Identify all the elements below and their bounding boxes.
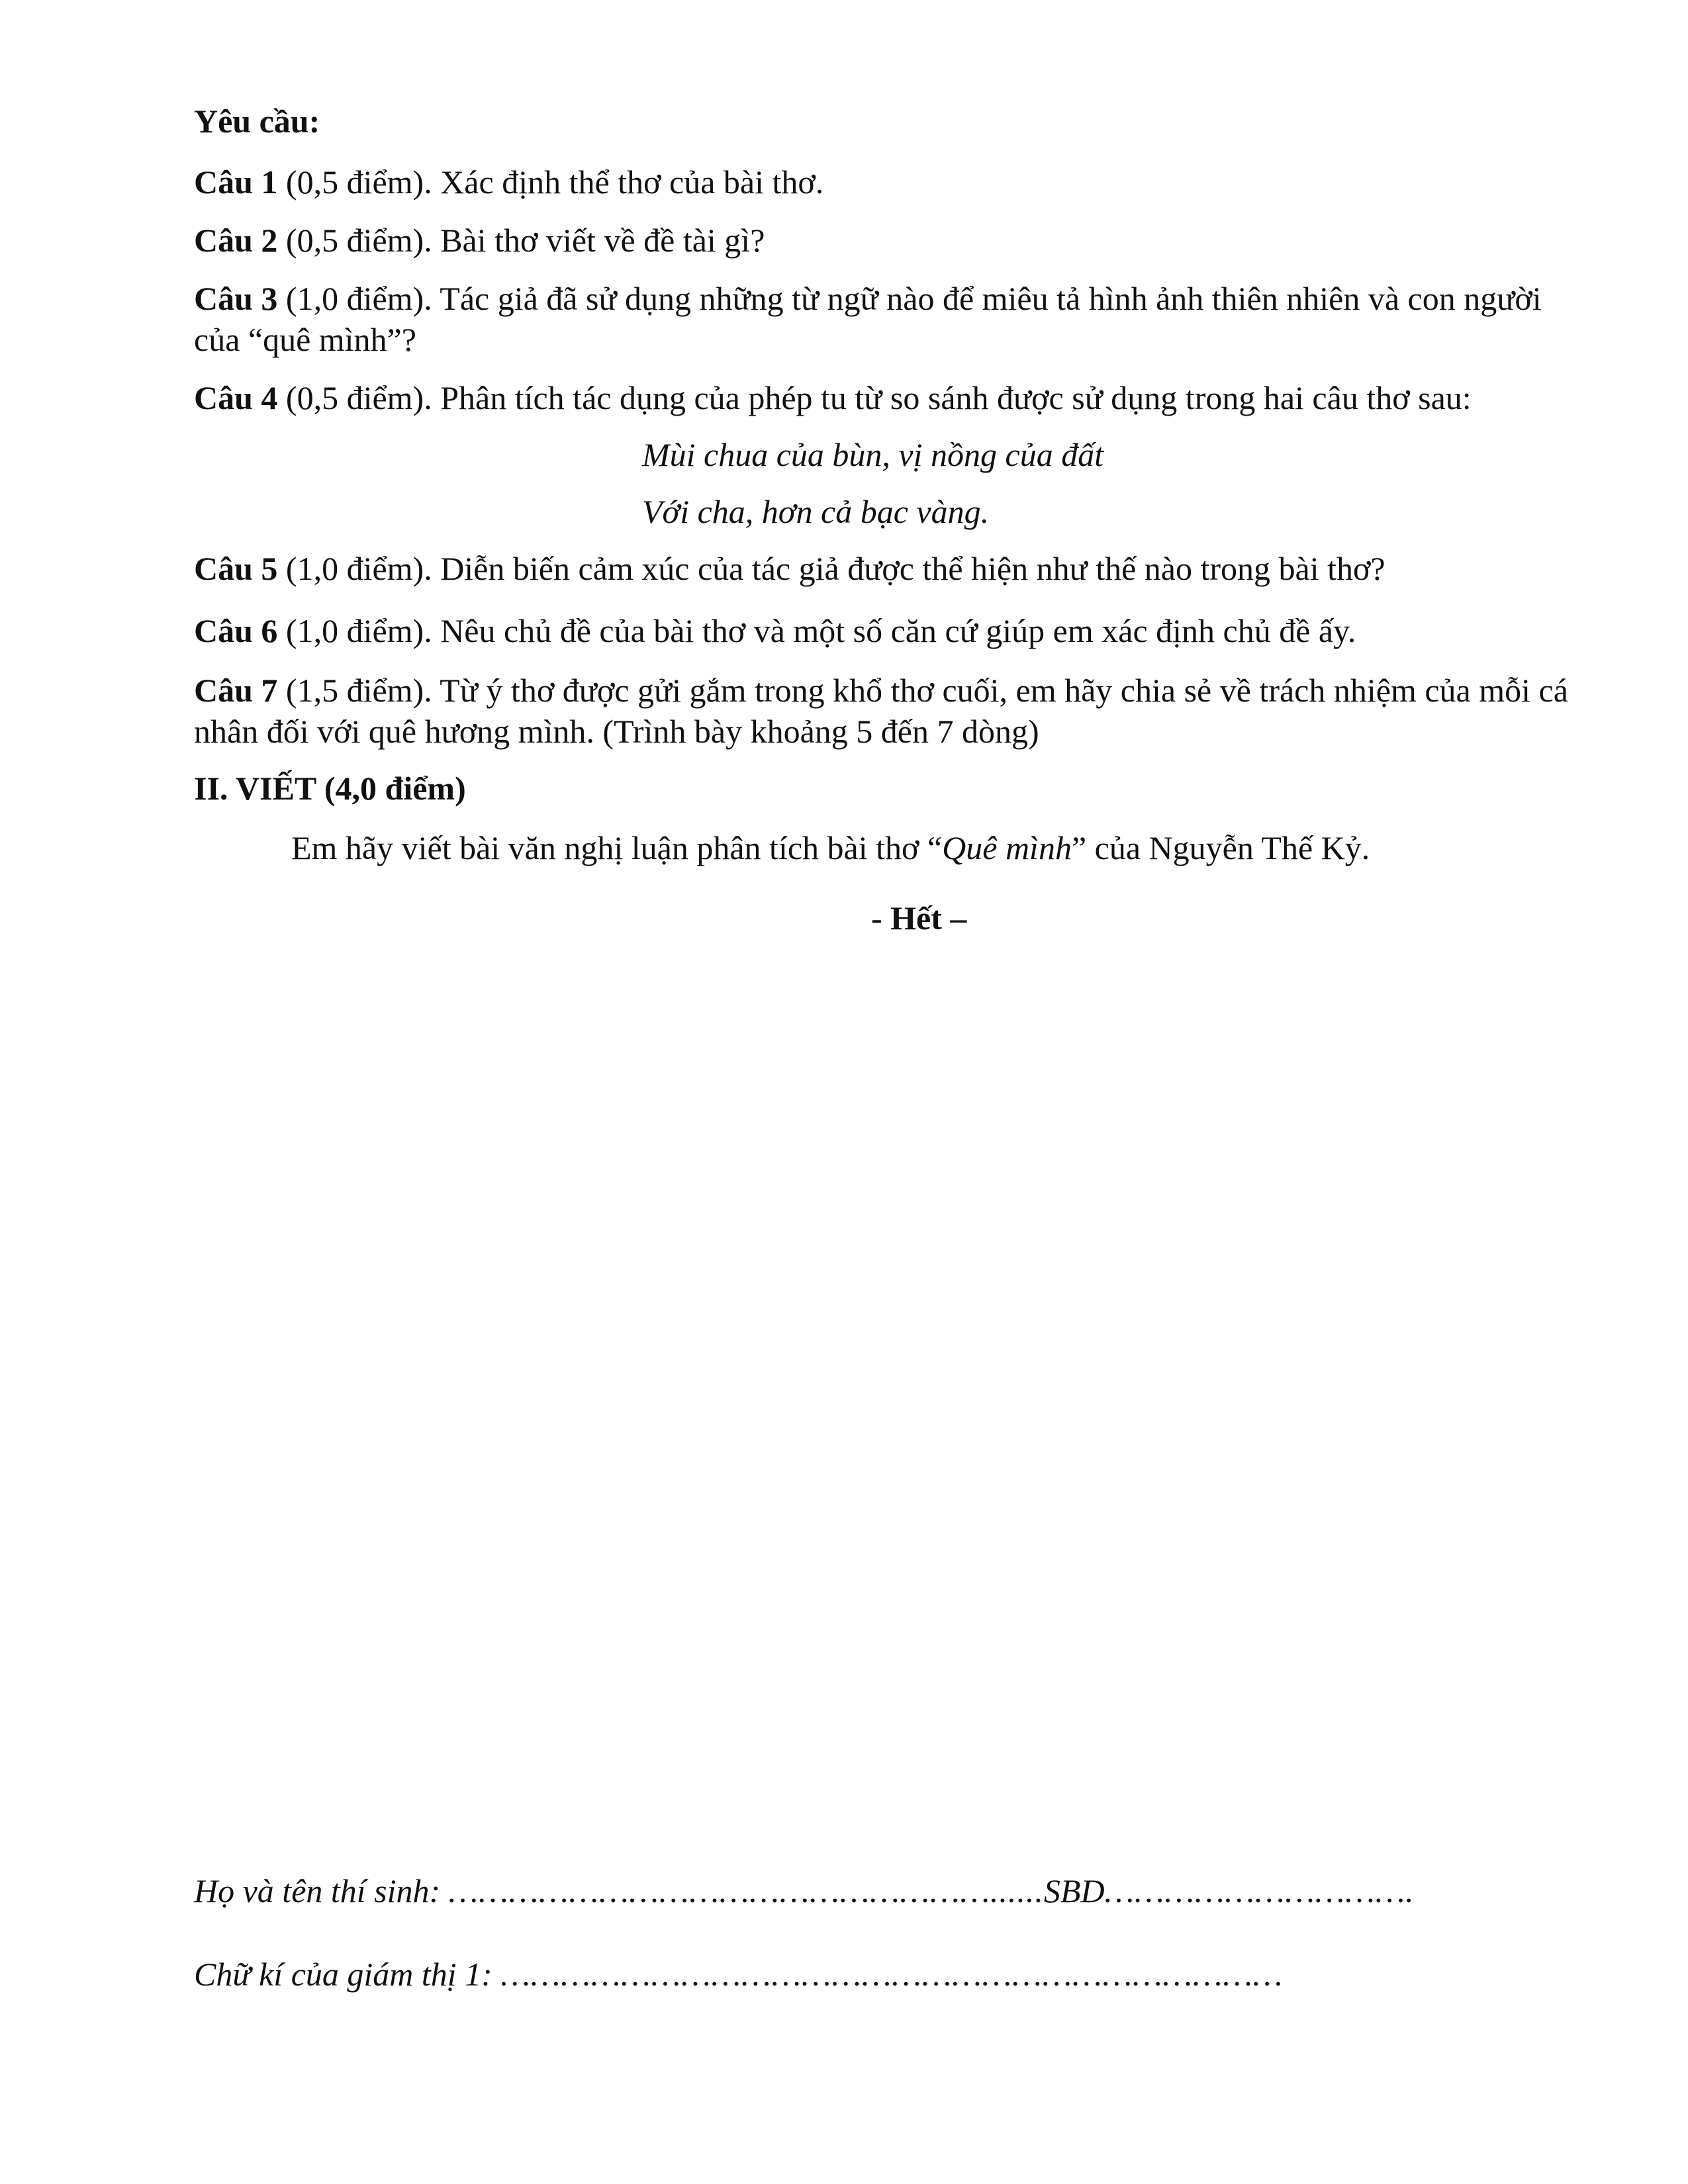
poem-line-1: Mùi chua của bùn, vị nồng của đất bbox=[642, 436, 1104, 473]
supervisor-signature-label: Chữ kí của giám thị 1: bbox=[194, 1956, 501, 1993]
end-mark: - Hết – bbox=[871, 899, 967, 936]
question-label: Câu 6 bbox=[194, 612, 278, 649]
requirements-heading: Yêu cầu: bbox=[194, 103, 320, 140]
writing-heading: II. VIẾT (4,0 điểm) bbox=[194, 770, 466, 807]
question-2 bbox=[194, 220, 1571, 261]
question-label: Câu 3 bbox=[194, 280, 278, 317]
question-label: Câu 2 bbox=[194, 222, 278, 259]
question-5 bbox=[194, 548, 1571, 589]
poem-line-2: Với cha, hơn cả bạc vàng. bbox=[642, 493, 990, 530]
writing-prompt-before: Em hãy viết bài văn nghị luận phân tích bài thơ “ bbox=[291, 829, 943, 866]
sbd-dots: …………………………. bbox=[1104, 1872, 1415, 1909]
question-text: (0,5 điểm). Phân tích tác dụng của phép tu từ so sánh được sử dụng trong hai câu thơ sau: bbox=[277, 379, 1472, 416]
question-text: (1,0 điểm). Nêu chủ đề của bài thơ và một số căn cứ giúp em xác định chủ đề ấy. bbox=[277, 612, 1356, 649]
writing-prompt bbox=[291, 827, 1370, 868]
candidate-name-label: Họ và tên thí sinh: bbox=[194, 1872, 449, 1909]
question-3 bbox=[194, 278, 1571, 360]
supervisor-signature-dots: …………………………………………………………………… bbox=[500, 1956, 1284, 1993]
question-1 bbox=[194, 161, 1571, 203]
candidate-info-line bbox=[194, 1870, 1415, 1911]
question-7 bbox=[194, 670, 1571, 752]
question-text: (1,0 điểm). Tác giả đã sử dụng những từ ngữ nào để miêu tả hình ảnh thiên nhiên và con người của “quê mình”? bbox=[194, 280, 1542, 358]
sbd-label: SBD bbox=[1043, 1872, 1105, 1909]
question-6 bbox=[194, 610, 1571, 651]
supervisor-signature-line bbox=[194, 1954, 1283, 1995]
question-4 bbox=[194, 377, 1571, 418]
question-label: Câu 1 bbox=[194, 163, 278, 201]
question-text: (0,5 điểm). Xác định thể thơ của bài thơ. bbox=[277, 163, 824, 201]
candidate-name-dots: ………………………………………………...... bbox=[448, 1872, 1044, 1909]
writing-prompt-after: ” của Nguyễn Thế Kỷ. bbox=[1071, 829, 1370, 866]
question-label: Câu 5 bbox=[194, 550, 278, 587]
poem-title: Quê mình bbox=[942, 829, 1072, 866]
question-text: (0,5 điểm). Bài thơ viết về đề tài gì? bbox=[277, 222, 765, 259]
question-label: Câu 4 bbox=[194, 379, 278, 416]
question-label: Câu 7 bbox=[194, 672, 278, 709]
question-text: (1,0 điểm). Diễn biến cảm xúc của tác giả được thể hiện như thế nào trong bài thơ? bbox=[277, 550, 1385, 587]
question-text: (1,5 điểm). Từ ý thơ được gửi gắm trong khổ thơ cuối, em hãy chia sẻ về trách nhiệm của mỗi cá nhân đối với quê hương mình. (Trình bày khoảng 5 đến 7 dòng) bbox=[194, 672, 1568, 750]
